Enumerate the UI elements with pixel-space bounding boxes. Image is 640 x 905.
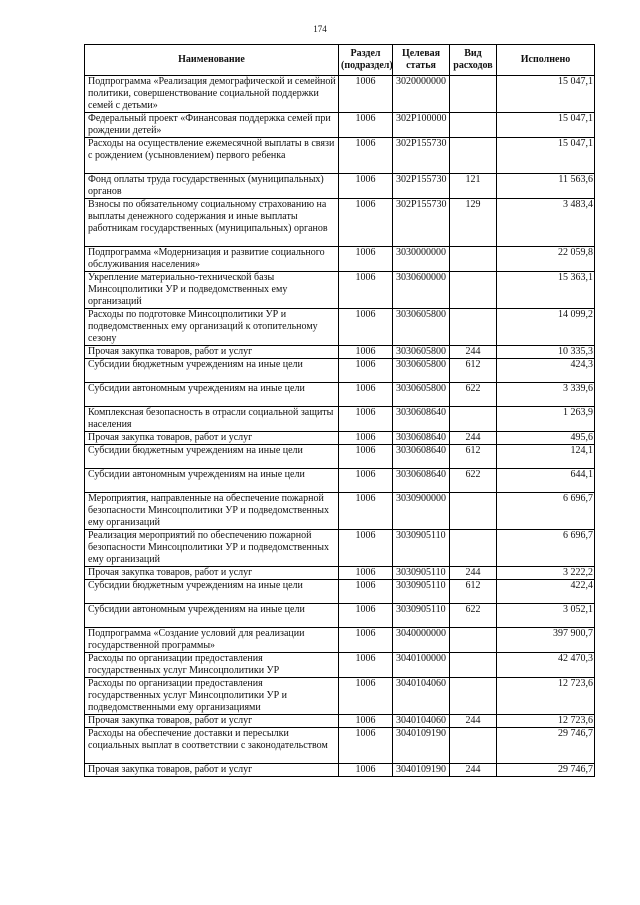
cell-amount: 11 563,6 xyxy=(497,174,595,199)
table-row xyxy=(85,493,595,530)
table-row xyxy=(85,247,595,272)
cell-expense: 129 xyxy=(450,199,497,247)
cell-name: Субсидии автономным учреждениям на иные цели xyxy=(85,469,339,493)
cell-expense: 244 xyxy=(450,346,497,359)
cell-article: 3030608640 xyxy=(393,432,450,445)
cell-expense: 622 xyxy=(450,469,497,493)
cell-section: 1006 xyxy=(339,764,393,777)
cell-amount: 29 746,7 xyxy=(497,764,595,777)
cell-expense xyxy=(450,530,497,567)
cell-article: 302P100000 xyxy=(393,113,450,138)
cell-name: Расходы на обеспечение доставки и пересылки социальных выплат в соответствии с законодательством xyxy=(85,728,339,764)
table-row xyxy=(85,445,595,469)
cell-section: 1006 xyxy=(339,346,393,359)
cell-name: Подпрограмма «Создание условий для реализации государственной программы» xyxy=(85,628,339,653)
cell-article: 3020000000 xyxy=(393,76,450,113)
cell-amount: 6 696,7 xyxy=(497,493,595,530)
table-row xyxy=(85,678,595,715)
table-row xyxy=(85,383,595,407)
table-row xyxy=(85,764,595,777)
cell-name: Субсидии бюджетным учреждениям на иные цели xyxy=(85,359,339,383)
cell-section: 1006 xyxy=(339,445,393,469)
cell-expense xyxy=(450,407,497,432)
cell-expense xyxy=(450,728,497,764)
cell-article: 3030605800 xyxy=(393,346,450,359)
cell-amount: 644,1 xyxy=(497,469,595,493)
table-row xyxy=(85,469,595,493)
cell-name: Реализация мероприятий по обеспечению пожарной безопасности Минсоцполитики УР и подведомственных ему организаций xyxy=(85,530,339,567)
cell-article: 3030000000 xyxy=(393,247,450,272)
cell-name: Фонд оплаты труда государственных (муниципальных) органов xyxy=(85,174,339,199)
cell-name: Расходы по организации предоставления государственных услуг Минсоцполитики УР xyxy=(85,653,339,678)
cell-section: 1006 xyxy=(339,199,393,247)
cell-section: 1006 xyxy=(339,653,393,678)
cell-name: Мероприятия, направленные на обеспечение пожарной безопасности Минсоцполитики УР и подведомственных ему организаций xyxy=(85,493,339,530)
cell-name: Прочая закупка товаров, работ и услуг xyxy=(85,346,339,359)
cell-name: Прочая закупка товаров, работ и услуг xyxy=(85,432,339,445)
cell-expense: 622 xyxy=(450,604,497,628)
cell-article: 302P155730 xyxy=(393,174,450,199)
cell-expense xyxy=(450,493,497,530)
cell-section: 1006 xyxy=(339,309,393,346)
cell-name: Подпрограмма «Модернизация и развитие социального обслуживания населения» xyxy=(85,247,339,272)
cell-section: 1006 xyxy=(339,567,393,580)
cell-name: Подпрограмма «Реализация демографической и семейной политики, совершенствование социальной поддержки семей с детьми» xyxy=(85,76,339,113)
cell-expense: 121 xyxy=(450,174,497,199)
cell-section: 1006 xyxy=(339,628,393,653)
cell-name: Расходы по подготовке Минсоцполитики УР и подведомственных ему организаций к отопительному сезону xyxy=(85,309,339,346)
header-name: Наименование xyxy=(85,45,339,76)
cell-expense: 244 xyxy=(450,715,497,728)
cell-expense: 622 xyxy=(450,383,497,407)
cell-amount: 29 746,7 xyxy=(497,728,595,764)
cell-name: Взносы по обязательному социальному страхованию на выплаты денежного содержания и иные выплаты работникам государственных (муниципальных) органов xyxy=(85,199,339,247)
cell-amount: 124,1 xyxy=(497,445,595,469)
header-section: Раздел (подраздел) xyxy=(339,45,393,76)
cell-expense xyxy=(450,678,497,715)
cell-section: 1006 xyxy=(339,76,393,113)
table-row xyxy=(85,346,595,359)
table-row xyxy=(85,580,595,604)
cell-section: 1006 xyxy=(339,678,393,715)
cell-expense: 612 xyxy=(450,445,497,469)
cell-name: Субсидии бюджетным учреждениям на иные цели xyxy=(85,580,339,604)
cell-amount: 397 900,7 xyxy=(497,628,595,653)
cell-article: 3030905110 xyxy=(393,567,450,580)
cell-article: 3030608640 xyxy=(393,469,450,493)
cell-amount: 15 047,1 xyxy=(497,76,595,113)
cell-section: 1006 xyxy=(339,530,393,567)
cell-article: 3030905110 xyxy=(393,580,450,604)
header-article: Целевая статья xyxy=(393,45,450,76)
cell-expense: 612 xyxy=(450,359,497,383)
cell-name: Расходы на осуществление ежемесячной выплаты в связи с рождением (усыновлением) первого ребенка xyxy=(85,138,339,174)
cell-article: 3030605800 xyxy=(393,383,450,407)
cell-name: Прочая закупка товаров, работ и услуг xyxy=(85,567,339,580)
cell-amount: 422,4 xyxy=(497,580,595,604)
cell-amount: 495,6 xyxy=(497,432,595,445)
cell-amount: 42 470,3 xyxy=(497,653,595,678)
table-row xyxy=(85,653,595,678)
cell-name: Прочая закупка товаров, работ и услуг xyxy=(85,764,339,777)
cell-section: 1006 xyxy=(339,469,393,493)
cell-article: 3030900000 xyxy=(393,493,450,530)
cell-amount: 15 047,1 xyxy=(497,138,595,174)
cell-amount: 22 059,8 xyxy=(497,247,595,272)
cell-section: 1006 xyxy=(339,432,393,445)
cell-section: 1006 xyxy=(339,728,393,764)
cell-name: Субсидии автономным учреждениям на иные цели xyxy=(85,383,339,407)
cell-amount: 12 723,6 xyxy=(497,678,595,715)
cell-name: Расходы по организации предоставления государственных услуг Минсоцполитики УР и подведомственными ему организациями xyxy=(85,678,339,715)
cell-section: 1006 xyxy=(339,493,393,530)
cell-amount: 3 052,1 xyxy=(497,604,595,628)
table-row xyxy=(85,715,595,728)
cell-expense: 244 xyxy=(450,567,497,580)
cell-expense: 612 xyxy=(450,580,497,604)
cell-article: 3030605800 xyxy=(393,309,450,346)
header-amount: Исполнено xyxy=(497,45,595,76)
cell-article: 3040109190 xyxy=(393,728,450,764)
cell-article: 3030600000 xyxy=(393,272,450,309)
table-row xyxy=(85,113,595,138)
cell-article: 302P155730 xyxy=(393,138,450,174)
cell-amount: 3 483,4 xyxy=(497,199,595,247)
cell-article: 3030605800 xyxy=(393,359,450,383)
cell-amount: 12 723,6 xyxy=(497,715,595,728)
cell-name: Укрепление материально-технической базы Минсоцполитики УР и подведомственных ему организаций xyxy=(85,272,339,309)
cell-amount: 6 696,7 xyxy=(497,530,595,567)
cell-expense xyxy=(450,247,497,272)
cell-article: 3030905110 xyxy=(393,530,450,567)
cell-amount: 10 335,3 xyxy=(497,346,595,359)
table-row xyxy=(85,530,595,567)
cell-amount: 424,3 xyxy=(497,359,595,383)
cell-article: 3040100000 xyxy=(393,653,450,678)
table-row xyxy=(85,567,595,580)
cell-name: Комплексная безопасность в отрасли социальной защиты населения xyxy=(85,407,339,432)
cell-amount: 15 363,1 xyxy=(497,272,595,309)
table-row xyxy=(85,432,595,445)
cell-article: 3040104060 xyxy=(393,715,450,728)
cell-name: Прочая закупка товаров, работ и услуг xyxy=(85,715,339,728)
cell-amount: 1 263,9 xyxy=(497,407,595,432)
cell-expense xyxy=(450,309,497,346)
cell-amount: 14 099,2 xyxy=(497,309,595,346)
cell-name: Федеральный проект «Финансовая поддержка семей при рождении детей» xyxy=(85,113,339,138)
table-row xyxy=(85,359,595,383)
cell-expense xyxy=(450,628,497,653)
cell-section: 1006 xyxy=(339,383,393,407)
header-expense: Вид расходов xyxy=(450,45,497,76)
cell-article: 3030905110 xyxy=(393,604,450,628)
cell-article: 302P155730 xyxy=(393,199,450,247)
cell-expense xyxy=(450,272,497,309)
cell-section: 1006 xyxy=(339,272,393,309)
table-row xyxy=(85,728,595,764)
table-row xyxy=(85,272,595,309)
budget-table xyxy=(84,44,595,777)
cell-expense xyxy=(450,138,497,174)
cell-article: 3040000000 xyxy=(393,628,450,653)
cell-name: Субсидии автономным учреждениям на иные цели xyxy=(85,604,339,628)
table-row xyxy=(85,138,595,174)
cell-section: 1006 xyxy=(339,715,393,728)
table-row xyxy=(85,174,595,199)
cell-section: 1006 xyxy=(339,138,393,174)
cell-article: 3030608640 xyxy=(393,407,450,432)
table-row xyxy=(85,407,595,432)
cell-section: 1006 xyxy=(339,407,393,432)
cell-amount: 3 339,6 xyxy=(497,383,595,407)
table-row xyxy=(85,309,595,346)
cell-name: Субсидии бюджетным учреждениям на иные цели xyxy=(85,445,339,469)
cell-expense xyxy=(450,113,497,138)
cell-section: 1006 xyxy=(339,113,393,138)
cell-section: 1006 xyxy=(339,359,393,383)
cell-amount: 15 047,1 xyxy=(497,113,595,138)
cell-expense xyxy=(450,76,497,113)
cell-section: 1006 xyxy=(339,174,393,199)
cell-article: 3030608640 xyxy=(393,445,450,469)
cell-section: 1006 xyxy=(339,604,393,628)
table-row xyxy=(85,628,595,653)
cell-amount: 3 222,2 xyxy=(497,567,595,580)
cell-article: 3040109190 xyxy=(393,764,450,777)
cell-section: 1006 xyxy=(339,580,393,604)
cell-section: 1006 xyxy=(339,247,393,272)
table-row xyxy=(85,199,595,247)
table-row xyxy=(85,604,595,628)
cell-article: 3040104060 xyxy=(393,678,450,715)
page-number: 174 xyxy=(313,24,327,34)
cell-expense: 244 xyxy=(450,764,497,777)
cell-expense xyxy=(450,653,497,678)
table-row xyxy=(85,76,595,113)
cell-expense: 244 xyxy=(450,432,497,445)
table-header-row xyxy=(85,45,595,76)
